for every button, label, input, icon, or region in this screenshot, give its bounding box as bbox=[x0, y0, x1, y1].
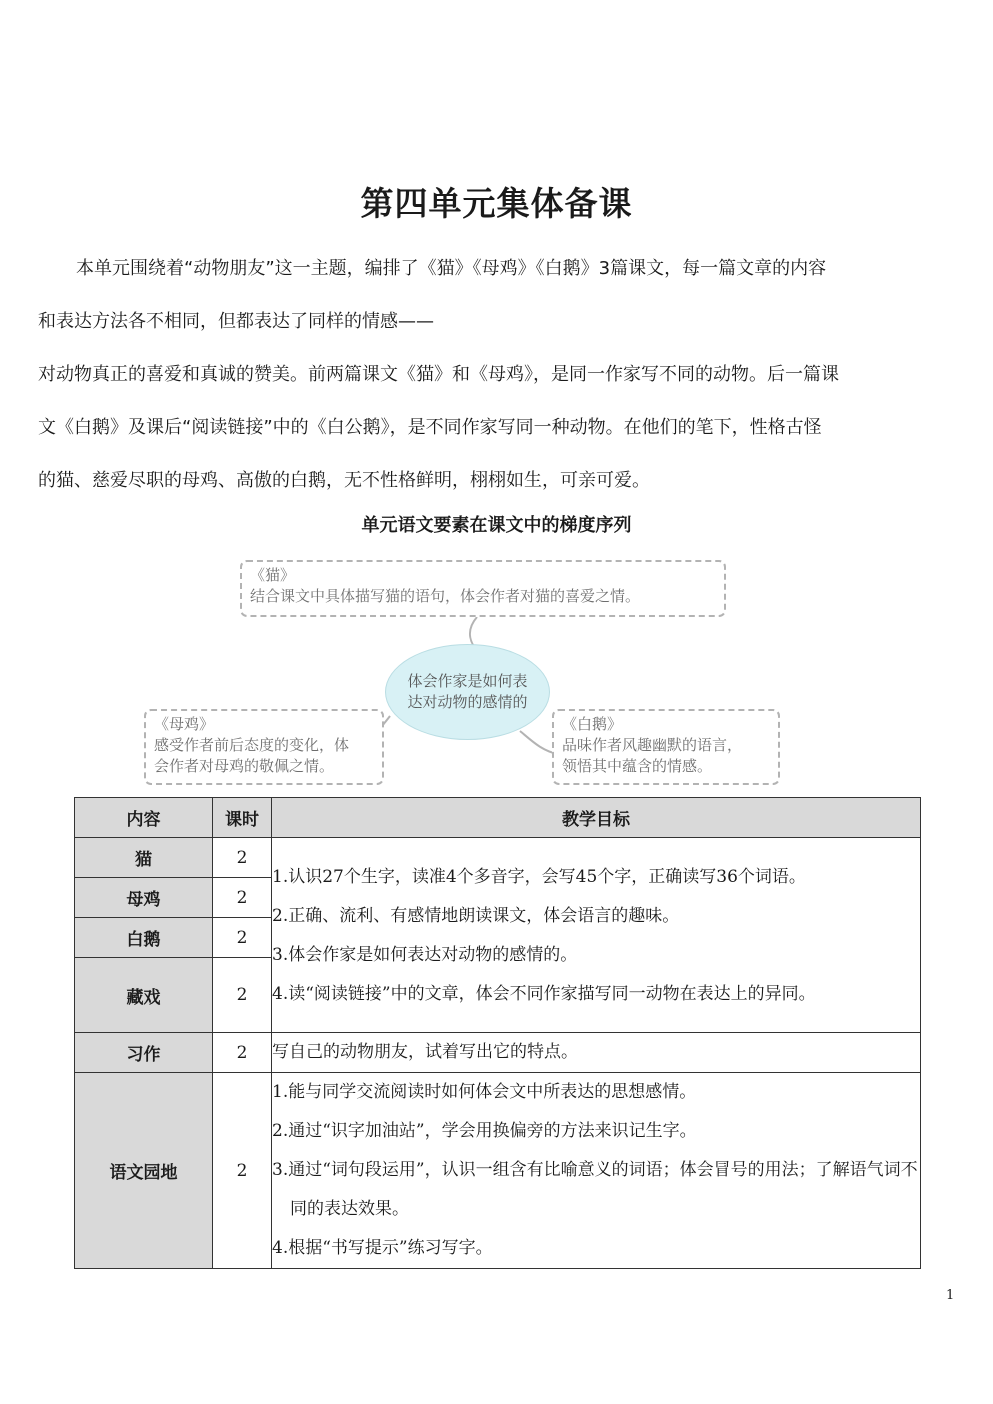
goose-box-title: 《白鹅》 bbox=[562, 715, 623, 733]
garden-goals-cell bbox=[272, 1073, 921, 1269]
goal-item: 3.通过“词句段运用”，认识一组含有比喻意义的词语；体会冒号的用法；了解语气词不同的表达效果。 bbox=[272, 1160, 918, 1219]
teaching-goals-table bbox=[74, 797, 921, 1269]
cat-box-line-1: 结合课文中具体描写猫的语句，体会作者对猫的喜爱之情。 bbox=[250, 587, 641, 605]
goose-goal-box bbox=[552, 709, 780, 785]
intro-line-3: 对动物真正的喜爱和真诚的赞美。前两篇课文《猫》和《母鸡》，是同一作家写不同的动物。后一篇课 bbox=[38, 364, 839, 385]
shared-goals-cell bbox=[272, 838, 921, 1033]
goal-item: 2.正确、流利、有感情地朗读课文，体会语言的趣味。 bbox=[272, 905, 680, 926]
row-name: 猫 bbox=[75, 838, 213, 878]
page-number: 1 bbox=[946, 1288, 955, 1303]
row-name: 白鹅 bbox=[75, 918, 213, 958]
section-subtitle: 单元语文要素在课文中的梯度序列 bbox=[361, 515, 632, 536]
core-element-ellipse bbox=[385, 644, 550, 740]
hen-goal-box bbox=[144, 709, 384, 785]
goal-item: 1.能与同学交流阅读时如何体会文中所表达的思想感情。 bbox=[272, 1082, 697, 1102]
intro-paragraph bbox=[38, 242, 956, 507]
header-goals: 教学目标 bbox=[272, 798, 921, 838]
table-header-row bbox=[75, 798, 921, 838]
goal-item: 写自己的动物朋友，试着写出它的特点。 bbox=[272, 1042, 578, 1062]
writing-goal-cell bbox=[272, 1033, 921, 1073]
table-row bbox=[75, 1073, 921, 1269]
goal-item: 4.根据“书写提示”练习写字。 bbox=[272, 1238, 493, 1258]
hen-box-line-1: 感受作者前后态度的变化，体 bbox=[154, 736, 350, 754]
row-name: 母鸡 bbox=[75, 878, 213, 918]
header-content: 内容 bbox=[75, 798, 213, 838]
row-hours: 2 bbox=[213, 1033, 272, 1073]
goal-item: 4.读“阅读链接”中的文章，体会不同作家描写同一动物在表达上的异同。 bbox=[272, 983, 816, 1004]
row-name: 藏戏 bbox=[75, 958, 213, 1033]
cat-goal-box bbox=[240, 560, 726, 617]
row-hours: 2 bbox=[213, 878, 272, 918]
element-gradient-diagram bbox=[140, 556, 790, 788]
goal-item: 2.通过“识字加油站”，学会用换偏旁的方法来识记生字。 bbox=[272, 1121, 697, 1141]
goal-item: 1.认识27个生字，读准4个多音字，会写45个字，正确读写36个词语。 bbox=[272, 866, 806, 887]
table-row bbox=[75, 1033, 921, 1073]
row-hours: 2 bbox=[213, 918, 272, 958]
intro-line-1: 本单元围绕着“动物朋友”这一主题，编排了《猫》《母鸡》《白鹅》3篇课文，每一篇文章的内容 bbox=[76, 258, 827, 279]
goose-box-line-1: 品味作者风趣幽默的语言， bbox=[562, 736, 743, 754]
goal-item: 3.体会作家是如何表达对动物的感情的。 bbox=[272, 944, 578, 965]
table-row bbox=[75, 838, 921, 878]
cat-box-title: 《猫》 bbox=[250, 566, 296, 584]
row-hours: 2 bbox=[213, 1073, 272, 1269]
row-name: 语文园地 bbox=[75, 1073, 213, 1269]
hen-box-line-2: 会作者对母鸡的敬佩之情。 bbox=[154, 757, 335, 775]
core-element-line-2: 达对动物的感情的 bbox=[407, 693, 528, 711]
core-element-line-1: 体会作家是如何表 bbox=[407, 672, 528, 690]
goose-box-line-2: 领悟其中蕴含的情感。 bbox=[562, 757, 713, 775]
row-name: 习作 bbox=[75, 1033, 213, 1073]
page-title: 第四单元集体备课 bbox=[360, 184, 633, 223]
intro-line-5: 的猫、慈爱尽职的母鸡、高傲的白鹅，无不性格鲜明，栩栩如生，可亲可爱。 bbox=[38, 470, 650, 491]
intro-line-4: 文《白鹅》及课后“阅读链接”中的《白公鹅》，是不同作家写同一种动物。在他们的笔下，性格古怪 bbox=[38, 417, 822, 438]
hen-box-title: 《母鸡》 bbox=[154, 715, 215, 733]
header-hours: 课时 bbox=[213, 798, 272, 838]
row-hours: 2 bbox=[213, 838, 272, 878]
row-hours: 2 bbox=[213, 958, 272, 1033]
intro-line-2: 和表达方法各不相同，但都表达了同样的情感—— bbox=[38, 311, 434, 332]
